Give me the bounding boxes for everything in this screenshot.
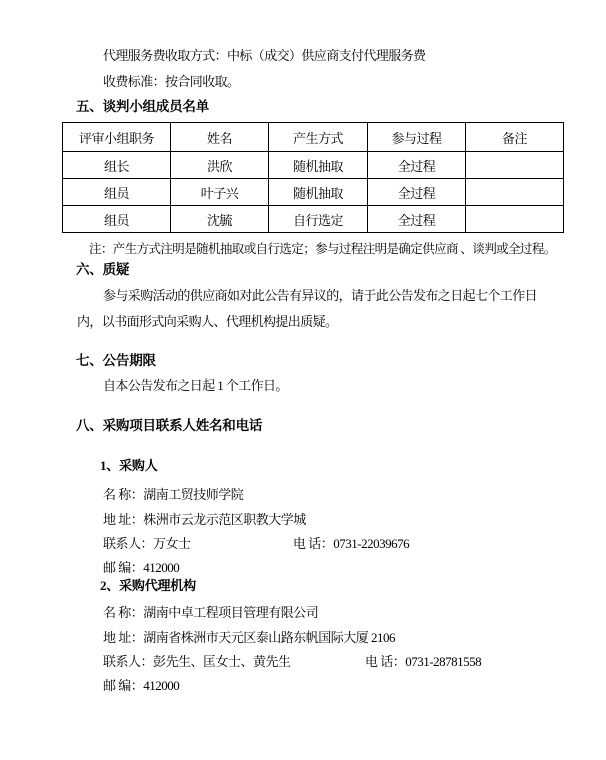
table-header-row [63, 123, 564, 152]
cell-role: 组长 [63, 152, 171, 179]
col-header-participation: 参与过程 [368, 123, 466, 152]
purchaser-contact: 联系人：万女士 [103, 536, 191, 551]
section6-body: 参与采购活动的供应商如对此公告有异议的，请于此公告发布之日起七个工作日内，以书面形式向采购人、代理机构提出质疑。 [77, 288, 538, 329]
section8-heading: 八、采购项目联系人姓名和电话 [76, 418, 263, 433]
table-row [63, 179, 564, 206]
table-note: 注：产生方式注明是随机抽取或自行选定；参与过程注明是确定供应商 、谈判或全过程。 [89, 242, 556, 256]
agency-phone: 电 话：0731-28781558 [365, 654, 482, 669]
cell-name: 沈毓 [171, 206, 269, 233]
agency-contact-line [103, 651, 563, 670]
fee-standard-line: 收费标准：按合同收取。 [103, 74, 240, 89]
col-header-role: 评审小组职务 [63, 123, 171, 152]
purchaser-contact-line [103, 533, 543, 552]
purchaser-name: 名 称：湖南工贸技师学院 [103, 487, 244, 502]
agency-zip: 邮 编：412000 [103, 678, 180, 693]
purchaser-phone: 电 话：0731-22039676 [293, 536, 410, 551]
agency-contact: 联系人：彭先生、匡女士、黄先生 [103, 654, 291, 669]
agency-address: 地 址：湖南省株洲市天元区泰山路东帆国际大厦 2106 [103, 630, 396, 645]
cell-method: 自行选定 [269, 206, 368, 233]
section5-heading: 五、谈判小组成员名单 [76, 99, 209, 114]
col-header-remark: 备注 [466, 123, 564, 152]
cell-name: 洪欣 [171, 152, 269, 179]
agency-name: 名 称：湖南中卓工程项目管理有限公司 [103, 605, 319, 620]
section7-heading: 七、公告期限 [76, 353, 156, 368]
agency-fee-method-line: 代理服务费收取方式：中标（成交）供应商支付代理服务费 [103, 48, 426, 63]
section6-heading: 六、质疑 [76, 262, 130, 277]
table-row [63, 152, 564, 179]
cell-remark [466, 152, 564, 179]
purchaser-subheading: 1、采购人 [100, 458, 158, 473]
cell-participation: 全过程 [368, 179, 466, 206]
cell-participation: 全过程 [368, 206, 466, 233]
agency-subheading: 2、采购代理机构 [100, 578, 196, 593]
cell-remark [466, 206, 564, 233]
cell-method: 随机抽取 [269, 152, 368, 179]
cell-participation: 全过程 [368, 152, 466, 179]
purchaser-zip: 邮 编：412000 [103, 560, 180, 575]
cell-method: 随机抽取 [269, 179, 368, 206]
section7-body: 自本公告发布之日起 1 个工作日。 [103, 378, 288, 393]
cell-role: 组员 [63, 179, 171, 206]
negotiation-group-table [62, 122, 564, 233]
cell-name: 叶子兴 [171, 179, 269, 206]
col-header-name: 姓名 [171, 123, 269, 152]
table-row [63, 206, 564, 233]
col-header-method: 产生方式 [269, 123, 368, 152]
cell-remark [466, 179, 564, 206]
purchaser-address: 地 址：株洲市云龙示范区职教大学城 [103, 512, 306, 527]
cell-role: 组员 [63, 206, 171, 233]
